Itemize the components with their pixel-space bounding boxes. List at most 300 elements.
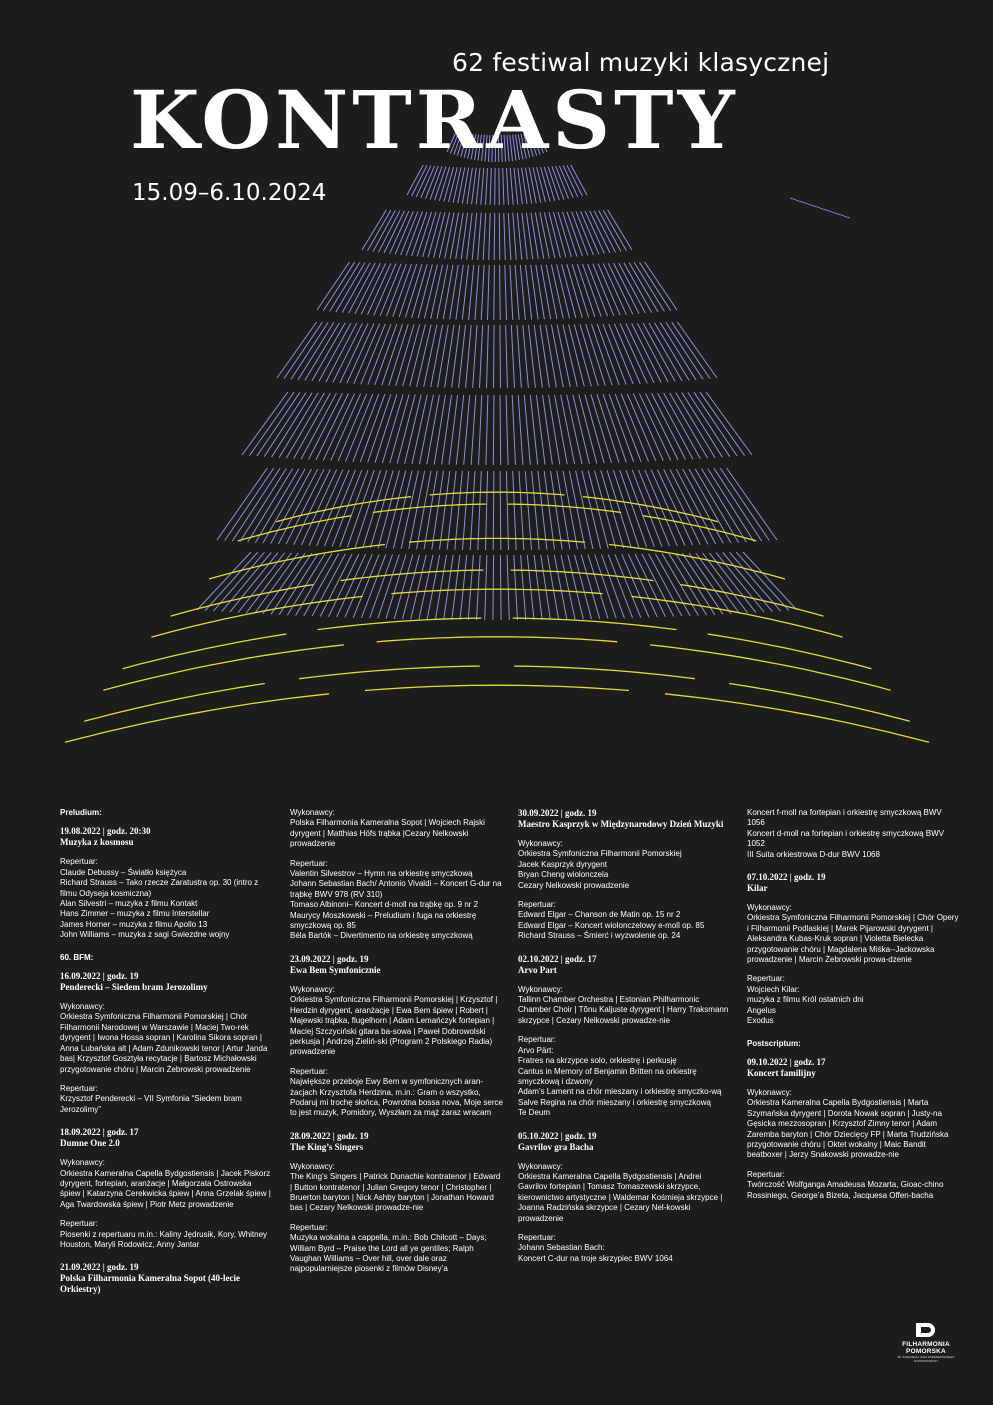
artwork-line [424, 265, 437, 319]
artwork-line [643, 323, 675, 381]
artwork-line [472, 168, 477, 204]
artwork-line [551, 471, 563, 550]
details-text: Orkiestra Symfoniczna Filharmonii Pomorskiej | Chór Filharmonii Narodowej w Warszawie | Maciej Two-rek dyrygent | Iwona Hossa sopran | Karolina Sikora sopran | Anna Lubańska alt | Adam Zdunikowski tenor | Artur Janda bas| Krzysztof Gosztyła recytacje | Bartosz Michałowski przygotowanie chóru | Marcin Żebrowski prowadzenie [60, 1012, 268, 1074]
concert-heading: 21.09.2022 | godz. 19 Polska Filharmonia Kameralna Sopot (40-lecie Orkiestry) [60, 1262, 240, 1295]
artwork-line [540, 213, 549, 259]
concert-details [518, 1035, 732, 1118]
artwork-line [472, 213, 477, 260]
details-text: Orkiestra Symfoniczna Filharmonii Pomorskiej | Krzysztof | Herdzin dyrygent, aranżacje | Ewa Bem śpiew | Robert | Majewski trąbka, flugelhorn | Adam Lemańczyk fortepian | Maciej Szczyciński gitara ba-sowa | Paweł Dobrowolski perkusja | Andrzej Zieliń-ski (Program 2 Polskiego Radia) prowadzenie [290, 995, 498, 1057]
artwork-line [217, 468, 267, 540]
artwork-line [504, 213, 506, 260]
artwork-line [319, 323, 351, 381]
artwork-line [603, 210, 626, 251]
artwork-line [517, 325, 521, 388]
festival-title: KONTRASTY [130, 73, 739, 167]
artwork-line [222, 553, 272, 612]
details-text: Krzysztof Penderecki – VII Symfonia “Siedem bram Jerozolimy” [60, 1094, 242, 1114]
concert-entry [747, 1057, 961, 1201]
artwork-line [453, 167, 461, 202]
artwork-line [720, 468, 769, 540]
artwork-line [736, 552, 789, 610]
details-text: Tallinn Chamber Orchestra | Estonian Philharmonic Chamber Choir | Tõnu Kaljuste dyrygent | Harry Traksmann skrzypce | Cezary Nelkowski prowadze-nie [518, 995, 729, 1025]
artwork-line [513, 213, 517, 260]
artwork-line [609, 394, 634, 462]
artwork-line [637, 323, 668, 382]
concert-details [747, 1170, 961, 1201]
artwork-line [380, 264, 401, 316]
artwork-line [483, 213, 486, 260]
artwork-line [462, 265, 468, 320]
details-text: Arvo Pärt: Fratres na skrzypce solo, orkiestrę i perkusję Cantus in Memory of Benjamin Britten na orkiestrę smyczkową i dzwony Adam’s Lament na chór mieszany i orkiestrę smyczko-wą Salve Regina na chór mieszany i orkiestrę smyczkową Te Deum [518, 1045, 722, 1118]
artwork-line [790, 198, 850, 218]
artwork-line [409, 471, 425, 549]
artwork-line [525, 471, 531, 550]
artwork-line [455, 471, 463, 550]
artwork-line [368, 394, 391, 462]
artwork-line [296, 554, 332, 616]
concert-heading: 19.08.2022 | godz. 20:30 Muzyka z kosmosu [60, 826, 151, 848]
artwork-line [500, 325, 501, 388]
section-heading: Postscriptum: [747, 1038, 801, 1048]
artwork-line [597, 324, 619, 385]
artwork-line [506, 395, 508, 465]
artwork-line [395, 211, 413, 254]
artwork-line [507, 555, 509, 620]
artwork-line [639, 470, 670, 546]
artwork-line [473, 325, 477, 388]
details-label: Wykonawcy: [518, 839, 563, 848]
concert-entry [60, 1262, 274, 1295]
artwork-line [424, 471, 437, 550]
artwork-line [387, 264, 407, 316]
details-text: Twórczość Wolfganga Amadeusa Mozarta, Gioac-chino Rossiniego, George’a Bizeta, Jacquesa Offen-bacha [747, 1180, 944, 1200]
concert-heading: 23.09.2022 | godz. 19 Ewa Bem Symfonicznie [290, 953, 381, 975]
artwork-line [549, 212, 560, 257]
artwork-line [521, 555, 526, 620]
artwork-line [620, 324, 647, 384]
artwork-line [537, 167, 546, 202]
artwork-line [316, 394, 349, 461]
artwork-line [494, 325, 495, 388]
artwork-line [615, 554, 641, 617]
artwork-line [615, 394, 641, 462]
artwork-line [417, 471, 432, 549]
artwork-line [431, 265, 443, 319]
artwork-line [561, 555, 575, 620]
artwork-line [432, 471, 444, 550]
artwork-line [463, 471, 469, 550]
artwork-arc [631, 596, 842, 637]
details-label: Wykonawcy: [518, 1161, 563, 1171]
artwork-line [541, 265, 551, 319]
artwork-line [312, 554, 345, 616]
program-column-2 [290, 808, 504, 1287]
details-text: Polska Filharmonia Kameralna Sopot | Wojciech Rajski dyrygent | Matthias Höfs trąbka |Cezary Nelkowski prowadzenie [290, 818, 485, 849]
concert-details [60, 1219, 274, 1250]
artwork-line [437, 265, 448, 319]
artwork-line [488, 265, 490, 320]
concert-details [518, 1162, 732, 1224]
details-label: Wykonawcy: [290, 1161, 335, 1171]
artwork-arc [151, 596, 362, 637]
concert-details [290, 1067, 504, 1119]
artwork-line [609, 324, 634, 384]
program-column-1 [60, 808, 274, 1307]
details-label: Wykonawcy: [747, 1087, 792, 1097]
details-label: Wykonawcy: [60, 1158, 105, 1168]
artwork-line [524, 395, 530, 465]
details-label: Wykonawcy: [60, 1002, 105, 1012]
artwork-line [505, 265, 507, 320]
artwork-line [443, 265, 453, 319]
artwork-line [510, 265, 513, 320]
artwork-line [459, 325, 466, 388]
artwork-line [622, 554, 649, 617]
artwork-line [649, 554, 682, 616]
artwork-line [599, 211, 621, 252]
artwork-line [603, 324, 626, 385]
details-label: Wykonawcy: [747, 903, 792, 913]
artwork-arc [391, 589, 602, 594]
concert-heading: 09.10.2022 | godz. 17 Koncert familijny [747, 1056, 826, 1078]
artwork-line [361, 263, 386, 314]
artwork-line [551, 325, 563, 387]
artwork-line [434, 212, 445, 257]
concert-heading: 28.09.2022 | godz. 19 The King’s Singers [290, 1130, 369, 1152]
details-text: Największe przeboje Ewy Bem w symfonicznych aran-żacjach Krzysztofa Herdzina, m.in.: Gram o wszystko, Podaruj mi trochę słońca, Powrotna bossa nova, Moje serce to jest muzyk, Pomidory, Wyszłam za mąż zaraz wracam [290, 1077, 503, 1118]
artwork-line [353, 554, 379, 617]
artwork-line [486, 395, 488, 465]
artwork-line [523, 325, 529, 388]
artwork-line [361, 324, 386, 384]
details-label: Wykonawcy: [290, 984, 335, 994]
artwork-line [546, 265, 557, 319]
artwork-line [526, 265, 532, 320]
artwork-line [439, 212, 450, 258]
artwork-line [431, 325, 443, 387]
concert-entry [60, 1127, 274, 1250]
artwork-line [476, 168, 480, 205]
concert-details [747, 808, 961, 860]
festival-subtitle: 62 festiwal muzyki klasycznej [452, 48, 830, 77]
artwork-line [512, 395, 515, 465]
concert-heading: 30.09.2022 | godz. 19 Maestro Kasprzyk w Międzynarodowy Dzień Muzyki [518, 808, 724, 829]
artwork-line [568, 555, 584, 619]
artwork-line [467, 213, 472, 260]
concert-details [60, 1002, 274, 1075]
details-text: Johann Sebastian Bach: Koncert C-dur na troje skrzypiec BWV 1064 [518, 1243, 673, 1263]
artwork-line [514, 555, 518, 620]
artwork-line [427, 395, 440, 464]
artwork-line [438, 325, 449, 388]
artwork-line [499, 213, 500, 260]
details-label: Repertuar: [290, 1066, 328, 1076]
details-text: Piosenki z repertuaru m.in.: Kaliny Jędrusik, Kory, Whitney Houston, Maryli Rodowicz, Anny Jantar [60, 1229, 268, 1249]
artwork-line [563, 325, 577, 387]
concert-details [290, 1162, 504, 1214]
artwork-arc [409, 538, 585, 542]
filharmonia-pomorska-logo [896, 1322, 956, 1363]
concert-details [290, 859, 504, 942]
details-label: Repertuar: [747, 1169, 785, 1179]
artwork-line [417, 325, 431, 387]
artwork-arc [681, 585, 824, 617]
artwork-line [411, 555, 427, 619]
logo-small-2: W BYDGOSZCZY [913, 1359, 939, 1363]
artwork-line [555, 395, 568, 464]
artwork-line [419, 395, 433, 464]
artwork-arc [84, 684, 265, 722]
artwork-line [549, 395, 560, 465]
artwork-line [607, 470, 631, 547]
artwork-line [197, 552, 251, 610]
details-text: Orkiestra Kameralna Capella Bydgostiensis | Jacek Piskorz dyrygent, fortepian, aranżacje | Małgorzata Ostrowska śpiew | Katarzyna Cerekwicka śpiew | Anna Grzelak śpiew | Aga Twardowska śpiew | Piotr Metz prowadzenie [60, 1168, 271, 1209]
artwork-line [533, 167, 541, 202]
logo-line-1: FILHARMONIA [902, 1341, 950, 1348]
artwork-line [493, 395, 494, 465]
concert-details [747, 903, 961, 965]
artwork-line [301, 470, 336, 546]
details-text: Orkiestra Kameralna Capella Bydgostiensis | Marta Szymańska dyrygent | Dorota Nowak sopran | Justy-na Gęsicka mezzosopran | Krzysztof Zimny tenor | Adam Zaremba baryton | Chór Dziecięcy FP | Marta Trudzińska przygotowanie chóru | Oktet wokalny | Maic Bandit beatboxer | Jerzy Snakowski prowadze-nie [747, 1098, 949, 1160]
artwork-line [337, 554, 366, 617]
details-text: Claude Debussy – Światło księżyca Richard Strauss – Tako rzecze Zaratustra op. 30 (intro z filmu Odyseja kosmiczna) Alan Silvestri – muzyka z filmu Kontakt Hans Zimmer – muzyka z filmu Interstellar James Horner – muzyka z filmu Apollo 13 John Williams – muzyka z sagi Gwiezdne wojny [60, 867, 259, 940]
artwork-line [557, 265, 570, 319]
concert-details [518, 839, 732, 891]
artwork-line [363, 470, 387, 547]
artwork-arc [103, 645, 344, 690]
artwork-line [500, 395, 501, 465]
details-text: Orkiestra Kameralna Capella Bydgostiensis | Andrei Gavrilov fortepian | Tomasz Tomaszewski skrzypce, kierownictwo artystyczne | Waldemar Kośmieja skrzypce | Joanna Radzińska skrzypce | Cezary Nel-kowski prowadzenie [518, 1171, 723, 1223]
details-label: Repertuar: [60, 1083, 98, 1093]
artwork-line [340, 324, 368, 383]
artwork-line [355, 263, 381, 314]
concert-details [290, 985, 504, 1058]
artwork-line [242, 392, 288, 455]
artwork-line [323, 262, 354, 311]
artwork-line [309, 393, 343, 459]
artwork-line [353, 394, 379, 462]
artwork-line [608, 263, 633, 314]
artwork-line [500, 555, 501, 620]
details-label: Repertuar: [290, 858, 328, 868]
logo-small-1: IM. IGNACEGO JANA PADEREWSKIEGO [897, 1355, 955, 1359]
artwork-line [489, 213, 491, 260]
concert-entry [747, 808, 961, 860]
artwork-arc [377, 637, 618, 642]
artwork-line [424, 325, 437, 387]
artwork-line [517, 213, 522, 260]
artwork-line [500, 265, 501, 320]
section-heading: 60. BFM: [60, 952, 94, 962]
artwork-line [598, 264, 620, 316]
artwork-arc [209, 545, 385, 580]
artwork-line [529, 325, 536, 388]
concert-entry [60, 971, 274, 1115]
artwork-line [506, 325, 508, 388]
artwork-arc [123, 634, 287, 669]
concert-details [60, 1158, 274, 1210]
artwork-line [225, 468, 274, 540]
details-text: Muzyka wokalna a cappella, m.in.: Bob Chilcott – Days; William Byrd – Praise the Lord all ye gentiles; Ralph Vaughan Williams – Over hill, over dale oraz najpopularniejsze piosenki z filmów Disney’a [290, 1233, 487, 1274]
artwork-arc [318, 618, 482, 630]
artwork-line [743, 552, 797, 610]
artwork-line [368, 324, 391, 385]
artwork-line [456, 395, 463, 465]
artwork-line [475, 265, 479, 320]
concert-entry [60, 826, 274, 940]
concert-entry [290, 1131, 504, 1275]
artwork-line [347, 470, 374, 547]
artwork-line [652, 393, 686, 459]
artwork-line [645, 262, 677, 310]
artwork-line [503, 168, 504, 205]
artwork-line [530, 395, 537, 465]
concert-details [747, 974, 961, 1026]
artwork-line [317, 262, 349, 310]
concert-entry [518, 1131, 732, 1265]
artwork-line [390, 211, 409, 254]
details-text: Orkiestra Symfoniczna Filharmonii Pomorskiej Jacek Kasprzyk dyrygent Bryan Cheng wiolonczela Cezary Nelkowski prowadzenie [518, 849, 682, 890]
artwork-arc [299, 666, 480, 679]
artwork-arc [514, 666, 695, 679]
artwork-line [646, 394, 679, 461]
artwork-line [466, 325, 472, 388]
artwork-line [205, 552, 258, 610]
concert-heading: 07.10.2022 | godz. 19 Kilar [747, 872, 826, 894]
artwork-line [515, 265, 519, 320]
artwork-line [642, 554, 674, 617]
artwork-line [714, 468, 762, 541]
artwork-line [613, 470, 639, 547]
artwork-line [520, 265, 525, 320]
artwork-line [427, 555, 440, 620]
artwork-line [557, 325, 570, 387]
artwork-line [532, 471, 540, 550]
artwork-arc [650, 645, 891, 690]
artwork-line [324, 470, 355, 546]
artwork-arc [365, 685, 629, 690]
artwork-line [320, 554, 352, 617]
artwork-arc [609, 545, 785, 580]
artwork-line [485, 555, 487, 620]
artwork-line [534, 555, 542, 620]
artwork-line [620, 470, 647, 547]
artwork-line [480, 325, 483, 388]
artwork-line [522, 213, 527, 260]
artwork-line [633, 394, 663, 461]
artwork-line [493, 555, 494, 620]
artwork-line [419, 555, 433, 620]
artwork-line [603, 394, 626, 462]
artwork-line [338, 394, 367, 461]
details-text: Valentin Silvestrov – Hymn na orkiestrę smyczkową Johann Sebastian Bach/ Antonio Vivaldi – Koncert G-dur na trąbkę BWV 978 (RV 310) Tomaso Albinoni– Koncert d-moll na trąbkę op. 9 nr 2 Maurycy Moszkowski – Preludium i fuga na orkiestrę smyczkową op. 85 Béla Bartók – Divertimento na orkiestrę smyczkową [290, 869, 502, 941]
artwork-line [639, 262, 670, 311]
artwork-line [345, 554, 372, 617]
concert-details [518, 985, 732, 1027]
details-text: Wojciech Kilar: muzyka z filmu Król ostatnich dni Angelus Exodus [747, 984, 864, 1026]
artwork-line [588, 264, 608, 316]
concert-details [290, 808, 504, 850]
program-column-3 [518, 808, 732, 1276]
artwork-line [628, 554, 657, 617]
artwork-line [561, 395, 575, 464]
artwork-arc [65, 694, 329, 743]
artwork-line [723, 553, 773, 612]
artwork-line [468, 555, 473, 620]
artwork-line [374, 264, 396, 316]
logo-line-2: POMORSKA [906, 1348, 946, 1355]
artwork-line [563, 471, 578, 549]
concert-details [518, 900, 732, 942]
details-text: The King’s Singers | Patrick Dunachie kontratenor | Edward | Button kontratenor | Julian Gregory tenor | Christopher | Bruerton baryton | Nick Ashby baryton | Jonathan Howard bas | Cezary Nelkowski prowadze-nie [290, 1172, 501, 1213]
artwork-arc [171, 585, 314, 617]
artwork-line [514, 168, 518, 205]
artwork-line [486, 168, 488, 205]
artwork-line [541, 167, 551, 202]
artwork-line [444, 167, 454, 202]
artwork-line [627, 394, 656, 461]
artwork-line [527, 555, 534, 620]
artwork-arc [665, 694, 929, 743]
concert-details [747, 1088, 961, 1161]
artwork-line [460, 555, 467, 620]
artwork-line [481, 265, 484, 320]
artwork-line [614, 263, 640, 314]
artwork-line [557, 471, 570, 550]
concert-details [290, 1223, 504, 1275]
logo-mark-icon [914, 1322, 938, 1338]
artwork-line [551, 265, 563, 319]
concert-entry [518, 808, 732, 942]
artwork-line [412, 395, 427, 464]
festival-dates: 15.09–6.10.2024 [132, 180, 327, 206]
artwork-line [518, 168, 523, 204]
details-text: Koncert f-moll na fortepian i orkiestrę smyczkową BWV 1056 Koncert d-moll na fortepian i orkiestrę smyczkową BWV 1052 III Suita orkiestrowa D-dur BWV 1068 [747, 808, 944, 859]
artwork-line [368, 210, 391, 251]
details-label: Wykonawcy: [518, 984, 563, 994]
concert-heading: 16.09.2022 | godz. 19 Penderecki – Siedem bram Jerozolimy [60, 971, 208, 993]
artwork-line [232, 468, 280, 541]
artwork-line [544, 212, 555, 258]
artwork-line [569, 471, 585, 549]
artwork-line [706, 392, 752, 455]
artwork-line [657, 470, 692, 546]
artwork-line [449, 167, 458, 202]
artwork-arc [708, 634, 872, 669]
artwork-line [546, 325, 557, 388]
artwork-line [575, 555, 592, 619]
artwork-line [394, 555, 413, 619]
artwork-line [494, 265, 495, 320]
artwork-line [518, 395, 523, 465]
concert-entry [290, 954, 504, 1119]
details-label: Repertuar: [60, 1219, 98, 1229]
artwork-line [629, 263, 658, 312]
artwork-line [581, 555, 600, 619]
artwork-line [581, 211, 599, 254]
artwork-line [331, 394, 361, 461]
artwork-line [479, 395, 482, 465]
artwork-line [478, 213, 482, 260]
artwork-arc [430, 492, 565, 495]
section-heading: Preludium: [60, 808, 102, 817]
artwork-line [347, 324, 374, 384]
artwork-line [434, 395, 445, 465]
artwork-line [508, 213, 511, 260]
artwork-line [511, 325, 514, 388]
concert-entry [290, 808, 504, 942]
details-text: Orkiestra Symfoniczna Filharmonii Pomorskiej | Chór Opery i Filharmonii Podlaskiej | Marek Pijarowski dyrygent | Aleksandra Kubas-Kruk sopran | Violetta Bielecka przygotowanie chóru | Magdalena Miśka--Jackowska prowadzenie | Marcin Żebrowski prowa-dzenie [747, 913, 959, 965]
